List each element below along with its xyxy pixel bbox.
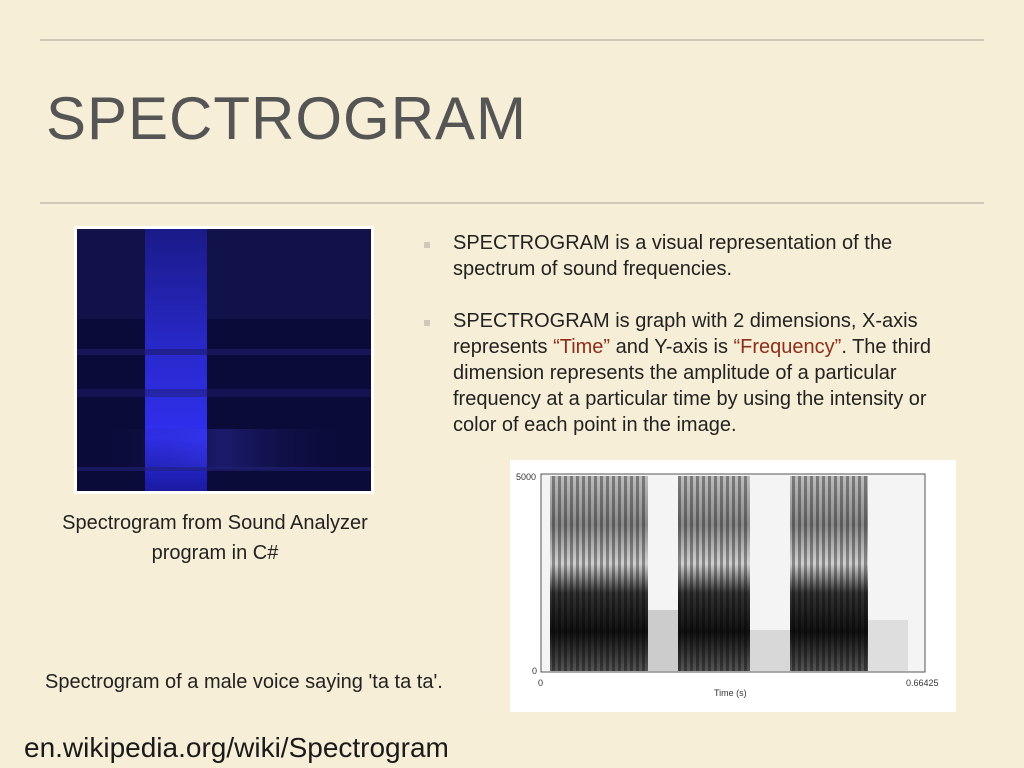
bullet-text-dimensions-part3: . The third dimension represents the amplitude of a particular frequency at a particular time by using the intensity or color of each point in the image. (453, 336, 932, 436)
y-axis-top-label: 5000 (516, 472, 537, 482)
frequency-term: “Frequency” (733, 336, 842, 358)
title-divider (40, 202, 984, 204)
slide-title: SPECTROGRAM (46, 85, 528, 152)
x-axis-left-label: 0 (538, 678, 544, 688)
sound-analyzer-caption: Spectrogram from Sound Analyzer program in C# (62, 512, 368, 564)
sound-analyzer-spectrogram-image (74, 226, 374, 494)
bullet-item-dimensions (424, 308, 964, 438)
time-term: “Time” (553, 336, 611, 358)
male-voice-spectrogram-image (510, 460, 956, 712)
bullet-list (424, 230, 964, 438)
bullet-text-definition: SPECTROGRAM is a visual representation of the spectrum of sound frequencies. (453, 232, 893, 280)
source-link[interactable]: en.wikipedia.org/wiki/Spectrogram (24, 732, 449, 763)
x-axis-right-label: 0.66425 (906, 678, 939, 688)
bullet-text-dimensions-part2: and Y-axis is (610, 336, 734, 358)
bullet-marker-icon (424, 320, 430, 326)
bullet-text-dimensions-part1: SPECTROGRAM is graph with 2 dimensions, X-axis represents (453, 310, 918, 358)
male-voice-caption: Spectrogram of a male voice saying 'ta ta ta'. (45, 671, 443, 693)
top-rule (40, 39, 984, 41)
bullet-marker-icon (424, 242, 430, 248)
bullet-item-definition (424, 230, 964, 282)
x-axis-title: Time (s) (714, 688, 747, 698)
y-axis-bottom-label: 0 (532, 666, 538, 676)
